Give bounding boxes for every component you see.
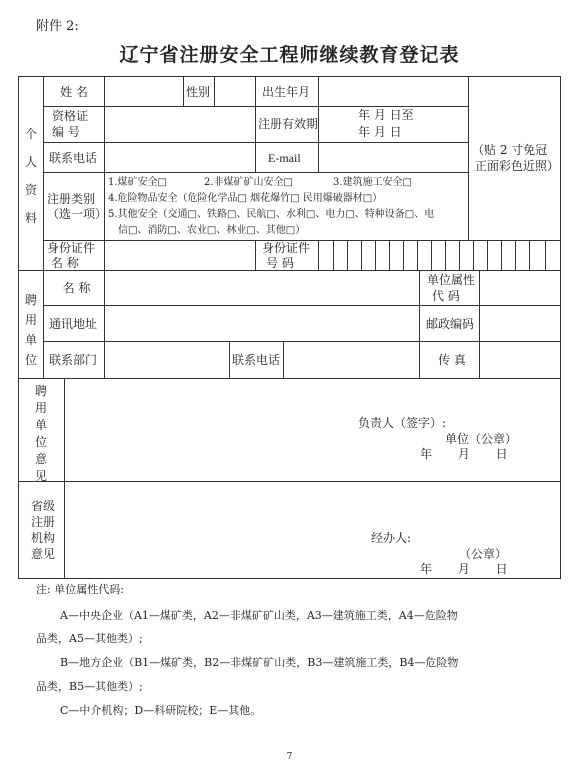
department-label: 联系部门 [49,353,98,367]
form-title: 辽宁省注册安全工程师继续教育登记表 [119,44,460,66]
qualification-field[interactable] [105,107,254,141]
name-field[interactable] [105,77,182,106]
employer-phone-field[interactable] [284,342,418,378]
page-number: 7 [286,752,293,762]
id-type-label-1: 身份证件 [47,241,96,255]
employer-phone-label: 联系电话 [232,353,281,367]
email-field[interactable] [319,143,467,171]
unit-attr-label-1: 单位属性 [427,273,476,287]
employer-name-field[interactable] [105,271,418,304]
gender-label: 性别 [186,85,211,99]
note-b-line1: B—地方企业（B1—煤矿类，B2—非煤矿矿山类，B3—建筑施工类，B4—危险物 [60,656,459,669]
id-number-boxes[interactable] [319,241,560,270]
employer-name-label: 名 称 [62,281,91,295]
address-label: 通讯地址 [49,317,98,331]
notes-header: 注: 单位属性代码: [36,583,124,596]
photo-hint-2: 正面彩色近照） [475,159,560,173]
photo-hint-1: （贴 2 寸免冠 [472,143,548,157]
unit-attr-field[interactable] [480,271,559,304]
valid-from-text: 年 月 日至 [358,108,414,122]
provincial-date: 年 月 日 [420,562,508,576]
department-field[interactable] [105,342,228,378]
employer-section-label: 聘用单位 [24,293,37,367]
category-option-construction[interactable]: 3.建筑施工安全□ [333,177,412,188]
valid-period-label: 注册有效期 [258,117,319,131]
valid-to-text: 年 月 日 [358,125,402,139]
category-option-other-2: 信□、消防□、农业□、林业□、其他□） [118,225,306,236]
opinion-seal: 单位（公章） [445,432,518,446]
opinion-signer: 负责人（签字）: [358,416,447,430]
category-option-nonmetal[interactable]: 2.非煤矿矿山安全□ [204,177,293,188]
qualification-label-2: 编 号 [52,125,80,139]
provincial-seal: （公章） [459,547,508,561]
note-a-line2: 品类，A5—其他类）; [36,632,143,645]
id-number-label-2: 号 码 [266,256,294,270]
attachment-label: 附件 2: [36,19,79,34]
name-label: 姓 名 [60,85,88,99]
phone-label: 联系电话 [49,151,98,165]
note-b-line2: 品类，B5—其他类）; [36,680,143,693]
category-option-coal[interactable]: 1.煤矿安全□ [108,177,167,188]
personal-section-label: 个人资料 [24,127,37,225]
phone-field[interactable] [105,143,254,171]
provincial-handler: 经办人: [371,531,412,545]
note-a-line1: A—中央企业（A1—煤矿类，A2—非煤矿矿山类，A3—建筑施工类，A4—危险物 [60,609,458,622]
postcode-label: 邮政编码 [426,317,475,331]
opinion-date: 年 月 日 [420,447,508,461]
fax-label: 传 真 [438,353,466,367]
address-field[interactable] [105,306,418,340]
gender-field[interactable] [215,77,254,106]
provincial-label: 省级注册机构意见 [30,499,55,561]
id-type-label-2: 名 称 [51,256,79,270]
id-type-field[interactable] [105,241,254,270]
opinion-label: 聘用单位意见 [34,384,47,483]
birth-label: 出生年月 [262,85,311,99]
category-label-1: 注册类别 [47,192,96,206]
qualification-label-1: 资格证 [52,109,89,123]
opinion-area[interactable] [65,379,559,480]
postcode-field[interactable] [480,306,559,340]
note-c-line: C—中介机构；D—科研院校；E—其他。 [60,704,262,717]
email-label: E-mail [268,151,301,165]
id-number-label-1: 身份证件 [262,241,311,255]
category-option-hazardous[interactable]: 4.危险物品安全（危险化学品□ 烟花爆竹□ 民用爆破器材□） [108,193,383,204]
category-option-other-1[interactable]: 5.其他安全（交通□、铁路□、民航□、水利□、电力□、特种设备□、电 [108,209,435,220]
birth-field[interactable] [319,77,467,106]
unit-attr-label-2: 代 码 [432,289,460,303]
fax-field[interactable] [480,342,559,378]
category-label-2: （选一项） [47,207,108,221]
